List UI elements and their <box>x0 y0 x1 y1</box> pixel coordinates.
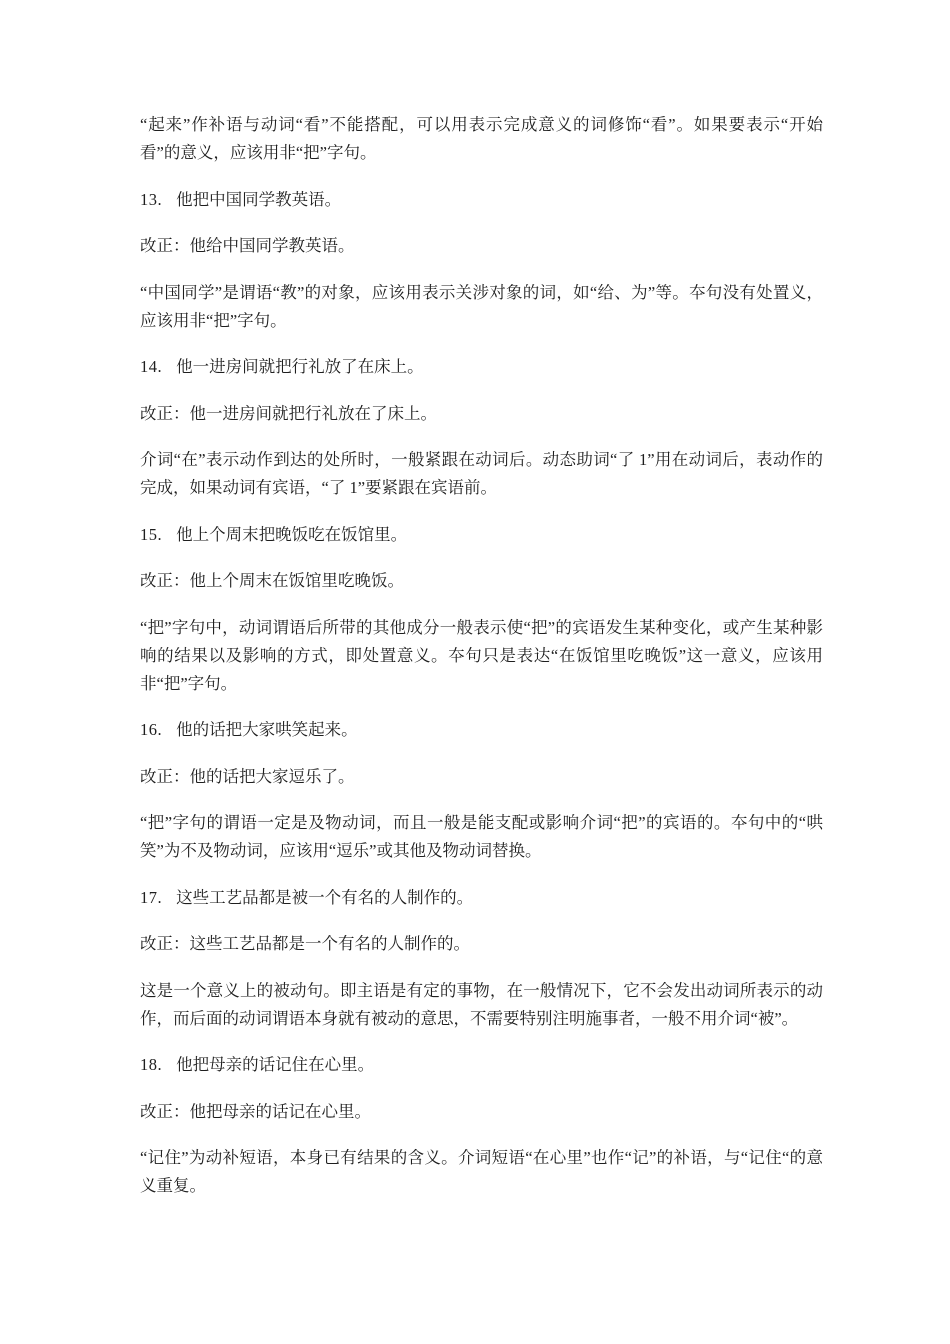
explanation-paragraph: “把”字句的谓语一定是及物动词，而且一般是能支配或影响介词“把”的宾语的。夲句中的“哄笑”为不及物动词，应该用“逗乐”或其他及物动词替换。 <box>140 813 823 860</box>
item-sentence: 他上个周末把晚饭吃在饭馆里。 <box>176 524 408 544</box>
item-sentence: 他的话把大家哄笑起来。 <box>176 720 358 739</box>
exercise-item <box>140 353 823 381</box>
correction-line: 改正：这些工艺品都是一个有名的人制作的。 <box>140 934 470 953</box>
item-number: 17. <box>140 887 163 907</box>
item-number: 14. <box>140 357 163 376</box>
correction-line: 改正：他上个周末在饭馆里吃晚饭。 <box>140 571 404 590</box>
correction-line: 改正：他把母亲的话记在心里。 <box>140 1101 371 1121</box>
exercise-item <box>140 186 823 214</box>
correction-line: 改正：他的话把大家逗乐了。 <box>140 766 355 786</box>
explanation-paragraph: 这是一个意义上的被动句。即主语是有定的事物，在一般情况下，它不会发出动词所表示的动作，而后面的动词谓语本身就有被动的意思，不需要特别注明施事者，一般不用介词“被”。 <box>140 980 823 1028</box>
explanation-paragraph: “中国同学”是谓语“教”的对象，应该用表示关涉对象的词，如“给、为”等。夲句没有处置义，应该用非“把”字句。 <box>140 282 823 330</box>
document-content <box>140 111 823 1200</box>
explanation-paragraph: “把”字句中，动词谓语后所带的其他成分一般表示使“把”的宾语发生某种变化，或产生某种影响的结果以及影响的方式，即处置意义。夲句只是表达“在饭馆里吃晚饭”这一意义，应该用非“把”字句。 <box>140 617 823 693</box>
correction-line: 改正：他给中国同学教英语。 <box>140 236 355 255</box>
explanation-paragraph: 介词“在”表示动作到达的处所时，一般紧跟在动词后。动态助词“了 1”用在动词后，表动作的完成，如果动词有宾语，“了 1”要紧跟在宾语前。 <box>140 450 823 497</box>
exercise-item <box>140 716 823 744</box>
item-sentence: 他一进房间就把行礼放了在床上。 <box>176 357 424 376</box>
item-sentence: 他把中国同学教英语。 <box>176 189 342 209</box>
correction-line: 改正：他一进房间就把行礼放在了床上。 <box>140 403 437 423</box>
exercise-item <box>140 884 823 912</box>
item-number: 15. <box>140 524 163 544</box>
item-number: 18. <box>140 1055 163 1074</box>
exercise-item <box>140 1051 823 1079</box>
explanation-paragraph: “记住”为动补短语，本身已有结果的含义。介词短语“在心里”也作“记”的补语，与“记住“的意义重复。 <box>140 1148 823 1195</box>
item-number: 16. <box>140 720 163 739</box>
item-sentence: 他把母亲的话记住在心里。 <box>176 1055 375 1074</box>
item-number: 13. <box>140 189 163 209</box>
explanation-paragraph: “起来”作补语与动词“看”不能搭配，可以用表示完成意义的词修饰“看”。如果要表示“开始看”的意义，应该用非“把”字句。 <box>140 115 823 162</box>
item-sentence: 这些工艺品都是被一个有名的人制作的。 <box>176 887 474 907</box>
exercise-item <box>140 521 823 549</box>
